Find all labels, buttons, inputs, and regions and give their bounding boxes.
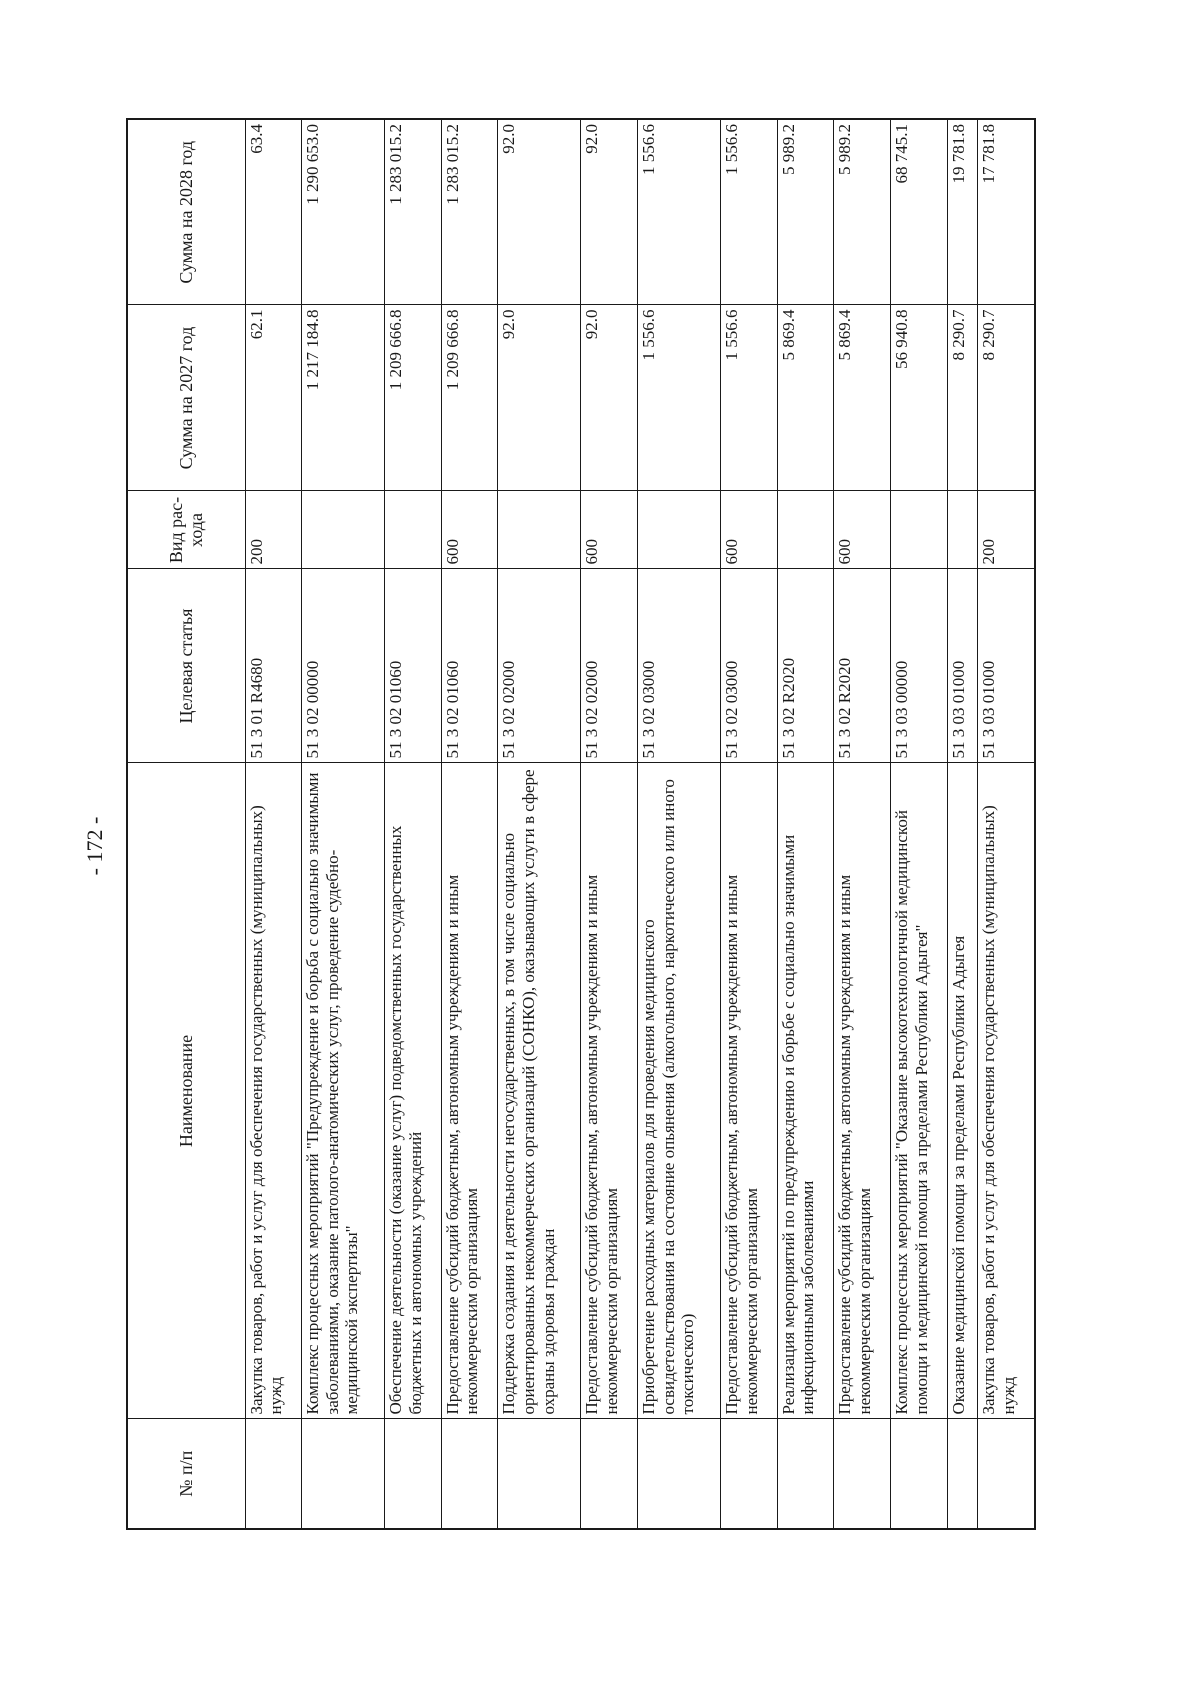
row-vid [498,491,581,569]
row-name: Реализация мероприятий по предупреждению и борьбе с социально значимыми инфекционными заболеваниями [777,763,834,1419]
row-target: 51 3 02 01060 [385,569,442,763]
row-num [834,1419,891,1529]
row-sum-2027: 5 869.4 [834,305,891,491]
row-name: Комплекс процессных мероприятий "Предупреждение и борьба с социально значимыми заболеваниями, оказание патолого-анатомических услуг, проведение судебно-медицинской экспертизы" [302,763,385,1419]
row-vid [777,491,834,569]
table-row [385,119,442,1529]
row-num [638,1419,721,1529]
row-sum-2028: 17 781.8 [978,119,1036,305]
row-vid [385,491,442,569]
row-vid [891,491,948,569]
table-row [978,119,1036,1529]
row-sum-2027: 1 217 184.8 [302,305,385,491]
row-name: Предоставление субсидий бюджетным, автономным учреждениям и иным некоммерческим организациям [581,763,638,1419]
header-vid: Вид рас-хода [127,491,245,569]
row-num [245,1419,302,1529]
row-num [581,1419,638,1529]
row-vid: 600 [581,491,638,569]
row-sum-2027: 92.0 [581,305,638,491]
row-sum-2028: 63.4 [245,119,302,305]
row-num [891,1419,948,1529]
row-name: Комплекс процессных мероприятий "Оказание высокотехнологичной медицинской помощи и медицинской помощи за пределами Республики Адыгея" [891,763,948,1419]
row-sum-2028: 1 283 015.2 [441,119,498,305]
row-sum-2027: 1 209 666.8 [441,305,498,491]
page-number: - 172 - [82,816,107,876]
row-vid [947,491,977,569]
row-num [302,1419,385,1529]
row-target: 51 3 02 02000 [581,569,638,763]
row-sum-2027: 92.0 [498,305,581,491]
rotated-table-layer [126,120,1036,1530]
row-sum-2027: 62.1 [245,305,302,491]
row-target: 51 3 02 00000 [302,569,385,763]
row-sum-2028: 1 283 015.2 [385,119,442,305]
header-sum-2028: Сумма на 2028 год [127,119,245,305]
row-name: Оказание медицинской помощи за пределами Республики Адыгея [947,763,977,1419]
table-row [721,119,778,1529]
table-row [777,119,834,1529]
row-name: Предоставление субсидий бюджетным, автономным учреждениям и иным некоммерческим организациям [834,763,891,1419]
table-row [947,119,977,1529]
row-name: Закупка товаров, работ и услуг для обеспечения государственных (муниципальных) нужд [978,763,1036,1419]
row-sum-2028: 5 989.2 [777,119,834,305]
row-num [777,1419,834,1529]
row-sum-2028: 92.0 [581,119,638,305]
row-vid: 200 [978,491,1036,569]
row-num [947,1419,977,1529]
row-target: 51 3 02 03000 [638,569,721,763]
table-row [498,119,581,1529]
row-sum-2028: 1 556.6 [638,119,721,305]
row-sum-2027: 8 290.7 [947,305,977,491]
row-sum-2028: 19 781.8 [947,119,977,305]
row-name: Предоставление субсидий бюджетным, автономным учреждениям и иным некоммерческим организациям [721,763,778,1419]
table-row [245,119,302,1529]
budget-table-container [126,120,1036,1530]
table-row [581,119,638,1529]
row-target: 51 3 02 01060 [441,569,498,763]
table-row [638,119,721,1529]
header-sum-2027: Сумма на 2027 год [127,305,245,491]
row-vid [638,491,721,569]
table-row [891,119,948,1529]
row-target: 51 3 02 02000 [498,569,581,763]
row-num [978,1419,1036,1529]
row-vid: 600 [721,491,778,569]
row-sum-2027: 5 869.4 [777,305,834,491]
row-sum-2027: 56 940.8 [891,305,948,491]
header-target: Целевая статья [127,569,245,763]
row-target: 51 3 03 01000 [978,569,1036,763]
row-target: 51 3 02 R2020 [777,569,834,763]
row-target: 51 3 02 R2020 [834,569,891,763]
row-name: Поддержка создания и деятельности негосударственных, в том числе социально ориентированных некоммерческих организаций (СОНКО), оказывающих услуги в сфере охраны здоровья граждан [498,763,581,1419]
row-target: 51 3 02 03000 [721,569,778,763]
row-sum-2027: 1 556.6 [721,305,778,491]
budget-table [126,118,1036,1530]
table-row [302,119,385,1529]
row-sum-2027: 1 556.6 [638,305,721,491]
row-sum-2028: 1 556.6 [721,119,778,305]
row-target: 51 3 03 01000 [947,569,977,763]
row-sum-2028: 68 745.1 [891,119,948,305]
header-num: № п/п [127,1419,245,1529]
table-header-row [127,119,245,1529]
row-sum-2027: 8 290.7 [978,305,1036,491]
row-sum-2028: 92.0 [498,119,581,305]
header-name: Наименование [127,763,245,1419]
row-sum-2028: 1 290 653.0 [302,119,385,305]
row-num [498,1419,581,1529]
row-num [441,1419,498,1529]
row-sum-2028: 5 989.2 [834,119,891,305]
row-vid: 200 [245,491,302,569]
row-sum-2027: 1 209 666.8 [385,305,442,491]
row-name: Предоставление субсидий бюджетным, автономным учреждениям и иным некоммерческим организациям [441,763,498,1419]
row-vid [302,491,385,569]
row-num [385,1419,442,1529]
row-name: Приобретение расходных материалов для проведения медицинского освидетельствования на состояние опьянения (алкогольного, наркотического или иного токсического) [638,763,721,1419]
row-vid: 600 [441,491,498,569]
row-name: Обеспечение деятельности (оказание услуг) подведомственных государственных бюджетных и автономных учреждений [385,763,442,1419]
table-row [441,119,498,1529]
row-target: 51 3 01 R4680 [245,569,302,763]
row-vid: 600 [834,491,891,569]
row-target: 51 3 03 00000 [891,569,948,763]
row-name: Закупка товаров, работ и услуг для обеспечения государственных (муниципальных) нужд [245,763,302,1419]
table-row [834,119,891,1529]
row-num [721,1419,778,1529]
